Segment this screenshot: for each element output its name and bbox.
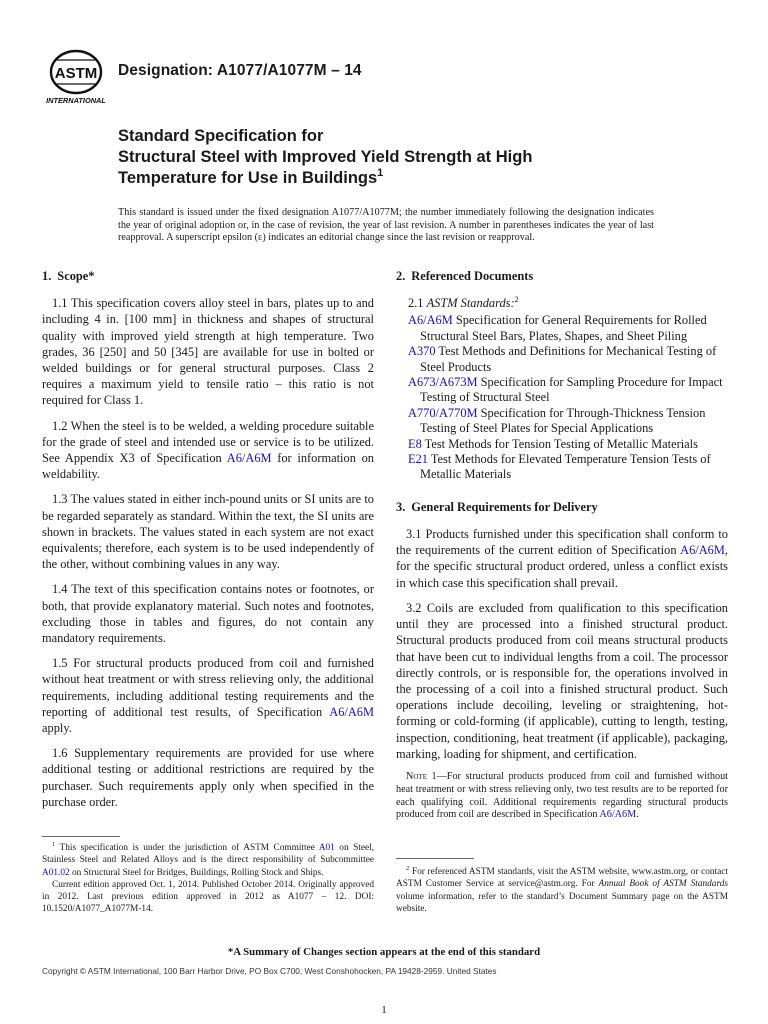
paragraph-3-2: 3.2 Coils are excluded from qualification to this specification until they are processed into a finished structural product. Structural products produced from coil means structural products that have been cut to individual lengths from a coil. The processor directly controls, or is responsible for, the operations involved in the processing of a coil into a finished structural product. Such operations include decoiling, leveling or straightening, hot-forming or cold-forming (if applicable), cutting to length, testing, inspection, conditioning, heat treatment (if applicable), packaging, marking, loading for shipment, and certification. [396, 600, 728, 761]
sub-number: 2.1 [408, 296, 427, 311]
ref-title: Specification for Sampling Procedure for Impact Testing of Structural Steel [420, 375, 723, 405]
copyright-line: Copyright © ASTM International, 100 Barr Harbor Drive, PO Box C700, West Conshohocken, PA 19428-2959. United States [42, 966, 497, 976]
paragraph-1-2-text: 1.2 When the steel is to be welded, a welding procedure suitable for the grade of steel and intended use or service is to be utilized. See Appendix X3 of Specification [42, 418, 374, 466]
link-a6-a6m[interactable]: A6/A6M [408, 313, 453, 328]
ref-title: Test Methods and Definitions for Mechanical Testing of Steel Products [420, 344, 717, 374]
section-2-heading [396, 268, 728, 284]
title-line-2: Structural Steel with Improved Yield Strength at High [118, 148, 533, 166]
link-subcommittee-a01-02[interactable]: A01.02 [42, 867, 70, 878]
logo-text: ASTM [54, 65, 98, 82]
footnote-2-marker: 2 [406, 865, 410, 872]
note-tail: . [636, 809, 639, 821]
note-1 [396, 771, 728, 822]
footnote-2-ref: 2 [514, 295, 519, 305]
list-item [396, 344, 728, 375]
link-a6-a6m[interactable]: A6/A6M [680, 543, 725, 558]
paragraph-3-1-tail: , for the specific structural product ordered, unless a conflict exists in which case this specification shall prevail. [396, 543, 728, 590]
list-item [396, 313, 728, 344]
astm-logo [42, 48, 110, 106]
paragraph-1-1: 1.1 This specification covers alloy steel in bars, plates up to and including 4 in. [100 mm] in thickness and shapes of structural quality with improved yield strength at high temperature. Two grades, 36 [250] and 50 [345] are available for use in bolted or welded buildings or for general structural purposes. Class 2 requires a maximum yield to tensile ratio – this ratio is not required for Class 1. [42, 296, 374, 408]
summary-of-changes-notice: *A Summary of Changes section appears at the end of this standard [227, 946, 541, 958]
footnote-divider [396, 858, 474, 859]
paragraph-1-2-tail: for information on weldability. [42, 451, 374, 482]
ref-title: Test Methods for Elevated Temperature Tension Tests of Metallic Materials [420, 452, 711, 482]
paragraph-1-5-tail: apply. [42, 721, 72, 736]
logo-subtext: INTERNATIONAL [46, 96, 106, 105]
footnote-divider [42, 836, 120, 837]
link-a6-a6m[interactable]: A6/A6M [599, 809, 637, 821]
ref-title: Test Methods for Tension Testing of Metallic Materials [421, 436, 698, 451]
footnote-2 [396, 866, 728, 915]
paragraph-1-3: 1.3 The values stated in either inch-pound units or SI units are to be regarded separately as standard. Within the text, the SI units are shown in brackets. The values stated in each system are not exact equivalents; therefore, each system is to be used independently of the other, without combining values in any way. [42, 492, 374, 572]
paragraph-1-2 [42, 418, 374, 483]
link-a6-a6m[interactable]: A6/A6M [226, 451, 272, 466]
footnote-2-tail: volume information, refer to the standard’s Document Summary page on the ASTM website. [396, 891, 728, 914]
section-3-number: 3. [396, 499, 406, 514]
link-e8[interactable]: E8 [408, 436, 422, 451]
section-1-title: Scope* [57, 269, 95, 283]
ref-title: Specification for General Requirements for Rolled Structural Steel Bars, Plates, Shapes, and Sheet Piling [420, 313, 707, 343]
section-1-heading [42, 268, 374, 284]
title-line-1: Standard Specification for [118, 127, 324, 145]
footnote-1-text-mid: on Steel, Stainless Steel and Related Alloys and is the direct responsibility of Subcommittee [42, 843, 374, 866]
paragraph-1-5 [42, 655, 374, 736]
link-committee-a01[interactable]: A01 [318, 843, 335, 853]
footnote-1-para-1 [42, 842, 374, 879]
section-3-heading [396, 499, 728, 515]
page-number: 1 [381, 1004, 387, 1016]
footnote-1-para-2: Current edition approved Oct. 1, 2014. Published October 2014. Originally approved in 2012. Last previous edition approved in 2012 as A1077 – 12. DOI: 10.1520/A1077_A1077M-14. [42, 879, 374, 915]
sub-label: ASTM Standards: [426, 296, 515, 311]
link-a770-a770m[interactable]: A770/A770M [408, 405, 478, 420]
footnote-1-marker: 1 [52, 841, 56, 848]
paragraph-3-1 [396, 526, 728, 591]
designation: Designation: A1077/A1077M – 14 [118, 62, 362, 79]
right-column [396, 268, 728, 822]
paragraph-1-6: 1.6 Supplementary requirements are provided for use where additional testing or additional restrictions are required by the purchaser. Such requirements apply only when specified in the purchase order. [42, 746, 374, 809]
link-a370[interactable]: A370 [408, 344, 436, 359]
section-2-title: Referenced Documents [411, 269, 534, 283]
footnote-2-para [396, 866, 728, 915]
title-line-3-text: Temperature for Use in Buildings [118, 169, 378, 187]
referenced-standards-list [396, 313, 728, 482]
footnote-1 [42, 842, 374, 916]
title-footnote-ref: 1 [377, 167, 384, 179]
paragraph-3-1-text: 3.1 Products furnished under this specification shall conform to the requirements of the current edition of Specification [396, 527, 728, 558]
section-1-number: 1. [42, 269, 52, 283]
issuance-statement: This standard is issued under the fixed designation A1077/A1077M; the number immediately following the designation indicates the year of original adoption or, in the case of revision, the year of last revision. A number in parentheses indicates the year of last reapproval. A superscript epsilon (ε) indicates an editorial change since the last revision or reapproval. [118, 207, 654, 244]
left-column [42, 268, 374, 819]
footnote-2-text: For referenced ASTM standards, visit the ASTM website, www.astm.org, or contact ASTM Customer Service at service@astm.org. For [396, 867, 728, 890]
list-item [396, 406, 728, 437]
ref-title: Specification for Through-Thickness Tension Testing of Steel Plates for Special Applications [420, 405, 706, 436]
astm-standards-label [396, 295, 728, 311]
footnote-1-text: This specification is under the jurisdiction of ASTM Committee [55, 843, 319, 853]
section-2-number: 2. [396, 269, 406, 283]
footnote-1-text-tail: on Structural Steel for Bridges, Buildings, Rolling Stock and Ships. [69, 867, 324, 878]
link-a6-a6m[interactable]: A6/A6M [329, 704, 374, 719]
note-label: Note 1 [406, 770, 437, 782]
footnote-2-book-title: Annual Book of ASTM Standards [598, 879, 728, 890]
paragraph-1-5-text: 1.5 For structural products produced from coil and furnished without heat treatment or with stress relieving only, the additional requirements, including additional testing requirements and the reporting of additional test results, of Specification [42, 656, 374, 719]
link-e21[interactable]: E21 [408, 452, 428, 467]
list-item [396, 437, 728, 452]
list-item [396, 452, 728, 483]
list-item [396, 375, 728, 406]
link-a673-a673m[interactable]: A673/A673M [408, 375, 478, 390]
title-line-3 [118, 168, 678, 189]
paragraph-1-4: 1.4 The text of this specification contains notes or footnotes, or both, that provide explanatory material. Such notes and footnotes, excluding those in tables and figures, do not contain any mandatory requirements. [42, 582, 374, 646]
section-3-title: General Requirements for Delivery [411, 499, 598, 514]
note-text: —For structural products produced from coil and furnished without heat treatment or with stress relieving only, two test results are to be reported for each qualifying coil. Additional requirements regarding structural products produced from coil are described in Specification [396, 770, 728, 821]
document-title [118, 126, 678, 189]
